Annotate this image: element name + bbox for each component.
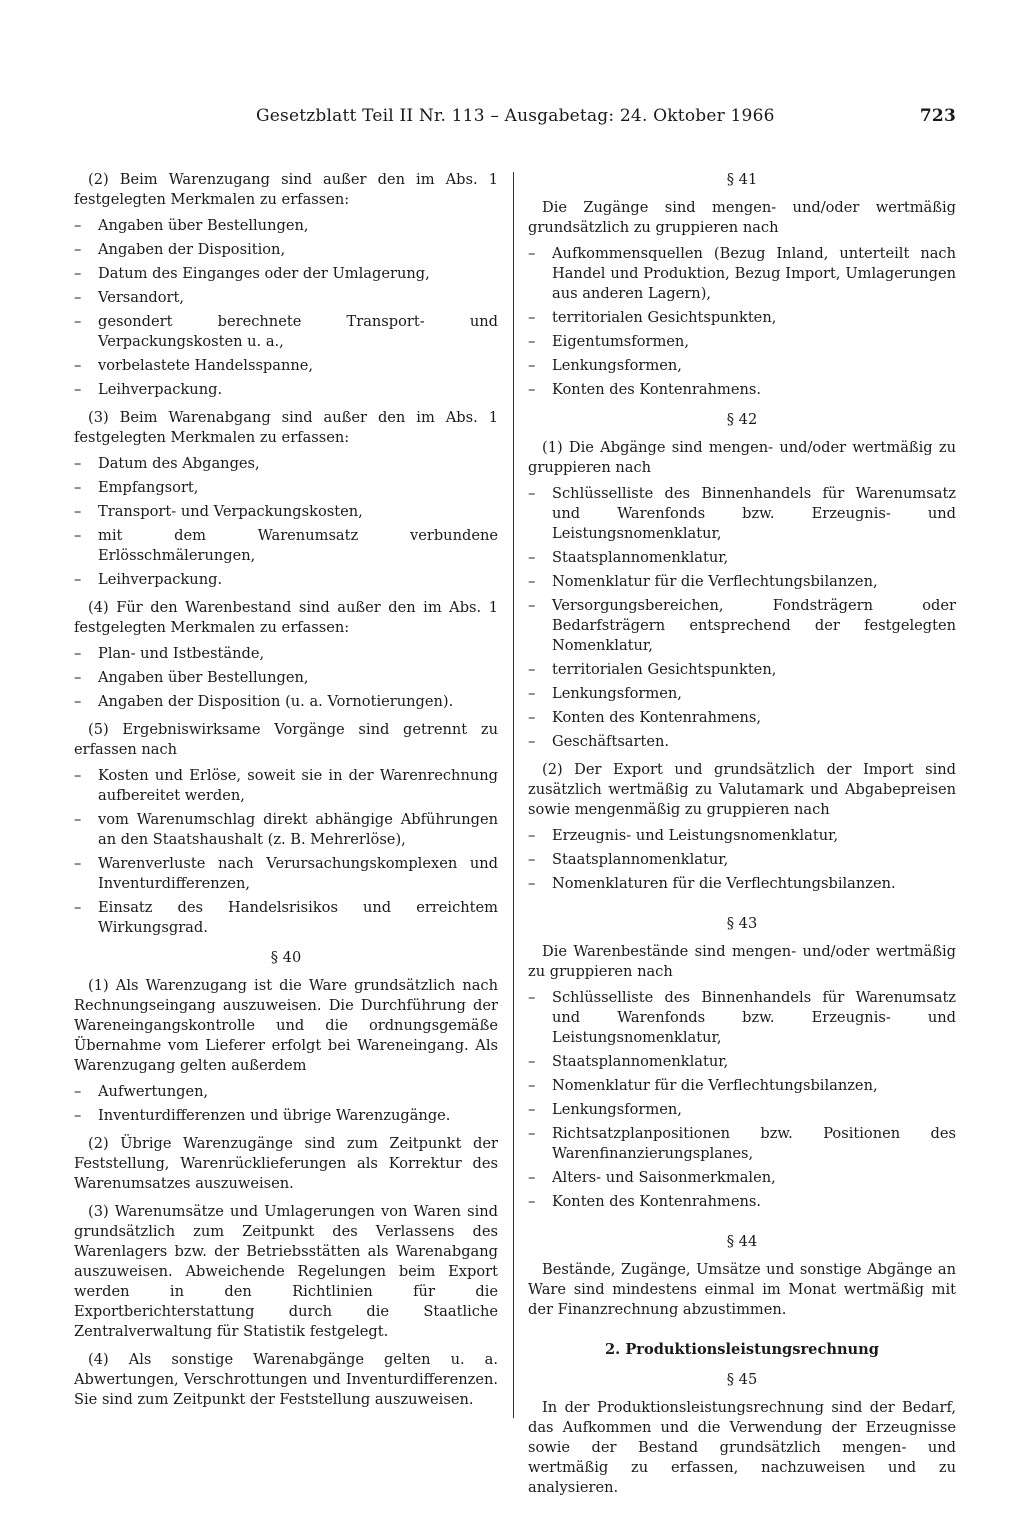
list-item: – territorialen Gesichtspunkten, [528,308,956,328]
list-item: – Staatsplannomenklatur, [528,1052,956,1072]
list-item: – Schlüsselliste des Binnenhandels für Warenumsatz und Warenfonds bzw. Erzeugnis- und Leistungsnomenklatur, [528,484,956,544]
paragraph: (2) Der Export und grundsätzlich der Import sind zusätzlich wertmäßig zu Valutamark und Abgabepreisen sowie mengenmäßig zu gruppieren nach [528,761,956,818]
paragraph: Bestände, Zugänge, Umsätze und sonstige Abgänge an Ware sind mindestens einmal im Monat wertmäßig mit der Finanzrechnung abzustimmen. [528,1261,956,1318]
paragraph: (3) Beim Warenabgang sind außer den im Abs. 1 festgelegten Merkmalen zu erfassen: [74,409,498,446]
list-item: – Versorgungsbereichen, Fondsträgern oder Bedarfsträgern entsprechend der festgelegten Nomenklatur, [528,596,956,656]
header-title: Gesetzblatt Teil II Nr. 113 – Ausgabetag: 24. Oktober 1966 [256,106,775,126]
list-item: – Staatsplannomenklatur, [528,850,956,870]
list-item: – Lenkungsformen, [528,684,956,704]
list-item: – Leihverpackung. [74,570,498,590]
list-item: – gesondert berechnete Transport- und Verpackungskosten u. a., [74,312,498,352]
paragraph: (1) Als Warenzugang ist die Ware grundsätzlich nach Rechnungseingang auszuweisen. Die Durchführung der Wareneingangskontrolle und die ordnungsgemäße Übernahme vom Lieferer erfolgt bei Wareneingang. Als Warenzugang gelten außerdem [74,977,498,1074]
dash-list [528,484,956,752]
dash-list [528,988,956,1212]
section-title: § 41 [726,171,758,188]
paragraph: (2) Beim Warenzugang sind außer den im Abs. 1 festgelegten Merkmalen zu erfassen: [74,171,498,208]
list-item: – Schlüsselliste des Binnenhandels für Warenumsatz und Warenfonds bzw. Erzeugnis- und Leistungsnomenklatur, [528,988,956,1048]
list-item: – Nomenklatur für die Verflechtungsbilanzen, [528,1076,956,1096]
paragraph: Die Warenbestände sind mengen- und/oder wertmäßig zu gruppieren nach [528,943,956,980]
page-number: 723 [919,106,956,126]
list-item: – Konten des Kontenrahmens. [528,380,956,400]
list-item: – Konten des Kontenrahmens. [528,1192,956,1212]
dash-list [74,766,498,938]
list-item: – Datum des Abganges, [74,454,498,474]
list-item: – Plan- und Istbestände, [74,644,498,664]
right-column [528,170,956,1504]
list-item: – Angaben über Bestellungen, [74,668,498,688]
chapter-heading: 2. Produktionsleistungsrechnung [605,1341,879,1358]
section-title: § 45 [726,1371,758,1388]
list-item: – Angaben der Disposition (u. a. Vornotierungen). [74,692,498,712]
list-item: – Lenkungsformen, [528,356,956,376]
section-title: § 44 [726,1233,758,1250]
dash-list [74,644,498,712]
paragraph: (2) Übrige Warenzugänge sind zum Zeitpunkt der Feststellung, Warenrücklieferungen als Korrektur des Warenumsatzes auszuweisen. [74,1135,498,1192]
list-item: – Empfangsort, [74,478,498,498]
section-title: § 40 [270,949,302,966]
list-item: – Warenverluste nach Verursachungskomplexen und Inventurdifferenzen, [74,854,498,894]
list-item: – Alters- und Saisonmerkmalen, [528,1168,956,1188]
list-item: – Aufkommensquellen (Bezug Inland, unterteilt nach Handel und Produktion, Bezug Import, Umlagerungen aus anderen Lagern), [528,244,956,304]
list-item: – territorialen Gesichtspunkten, [528,660,956,680]
column-divider [513,172,514,1418]
list-item: – Angaben über Bestellungen, [74,216,498,236]
list-item: – Richtsatzplanpositionen bzw. Positionen des Warenfinanzierungsplanes, [528,1124,956,1164]
list-item: – Lenkungsformen, [528,1100,956,1120]
dash-list [74,216,498,400]
left-column [74,170,498,1418]
list-item: – Kosten und Erlöse, soweit sie in der Warenrechnung aufbereitet werden, [74,766,498,806]
list-item: – Erzeugnis- und Leistungsnomenklatur, [528,826,956,846]
list-item: – Inventurdifferenzen und übrige Warenzugänge. [74,1106,498,1126]
paragraph: (1) Die Abgänge sind mengen- und/oder wertmäßig zu gruppieren nach [528,439,956,476]
paragraph: (4) Für den Warenbestand sind außer den im Abs. 1 festgelegten Merkmalen zu erfassen: [74,599,498,636]
paragraph: Die Zugänge sind mengen- und/oder wertmäßig grundsätzlich zu gruppieren nach [528,199,956,236]
list-item: – Eigentumsformen, [528,332,956,352]
list-item: – Nomenklaturen für die Verflechtungsbilanzen. [528,874,956,894]
section-title: § 43 [726,915,758,932]
dash-list [528,826,956,894]
dash-list [74,454,498,590]
list-item: – Geschäftsarten. [528,732,956,752]
paragraph: In der Produktionsleistungsrechnung sind der Bedarf, das Aufkommen und die Verwendung der Erzeugnisse sowie der Bestand grundsätzlich mengen- und wertmäßig zu erfassen, nachzuweisen und zu analysieren. [528,1399,956,1496]
dash-list [528,244,956,400]
paragraph: (3) Warenumsätze und Umlagerungen von Waren sind grundsätzlich zum Zeitpunkt des Verlassens des Warenlagers bzw. der Betriebsstätten als Warenabgang auszuweisen. Abweichende Regelungen beim Export werden in den Richtlinien für die Exportberichterstattung durch die Staatliche Zentralverwaltung für Statistik festgelegt. [74,1203,498,1340]
section-title: § 42 [726,411,758,428]
paragraph: (4) Als sonstige Warenabgänge gelten u. a. Abwertungen, Verschrottungen und Inventurdifferenzen. Sie sind zum Zeitpunkt der Feststellung auszuweisen. [74,1351,498,1408]
list-item: – Leihverpackung. [74,380,498,400]
paragraph: (5) Ergebniswirksame Vorgänge sind getrennt zu erfassen nach [74,721,498,758]
list-item: – Konten des Kontenrahmens, [528,708,956,728]
list-item: – Transport- und Verpackungskosten, [74,502,498,522]
page-header [60,106,956,140]
list-item: – Einsatz des Handelsrisikos und erreichtem Wirkungsgrad. [74,898,498,938]
list-item: – Angaben der Disposition, [74,240,498,260]
list-item: – Datum des Einganges oder der Umlagerung, [74,264,498,284]
list-item: – Nomenklatur für die Verflechtungsbilanzen, [528,572,956,592]
list-item: – Versandort, [74,288,498,308]
dash-list [74,1082,498,1126]
list-item: – vom Warenumschlag direkt abhängige Abführungen an den Staatshaushalt (z. B. Mehrerlöse), [74,810,498,850]
list-item: – mit dem Warenumsatz verbundene Erlösschmälerungen, [74,526,498,566]
list-item: – Aufwertungen, [74,1082,498,1102]
list-item: – Staatsplannomenklatur, [528,548,956,568]
list-item: – vorbelastete Handelsspanne, [74,356,498,376]
